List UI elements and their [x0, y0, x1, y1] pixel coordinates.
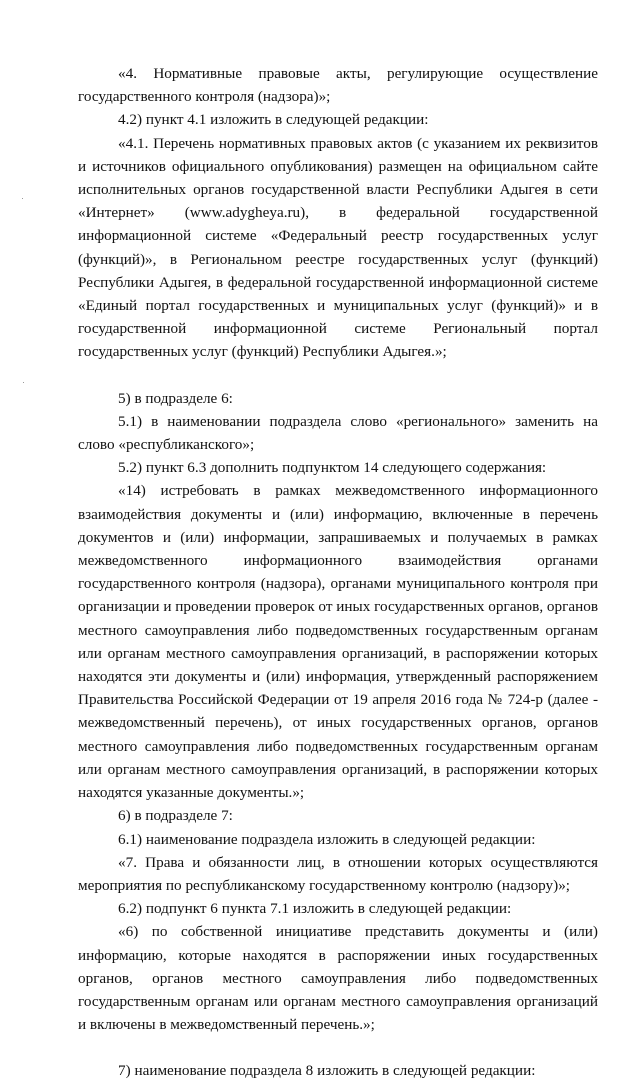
- paragraph: «7. Права и обязанности лиц, в отношении которых осуществляются мероприятия по республиканскому государственному контролю (надзору)»;: [78, 853, 598, 894]
- paragraph: 6.2) подпункт 6 пункта 7.1 изложить в следующей редакции:: [118, 900, 512, 918]
- paragraph-gap: [78, 364, 598, 387]
- scan-dot: [23, 382, 24, 383]
- paragraph: 7) наименование подраздела 8 изложить в следующей редакции:: [118, 1062, 536, 1080]
- paragraph: 6.1) наименование подраздела изложить в следующей редакции:: [118, 830, 536, 848]
- paragraph: «4.1. Перечень нормативных правовых актов (с указанием их реквизитов и источников официального опубликования) размещен на официальном сайте исполнительных органов государственной власти Республики Адыгея в сети «Интернет» (www.adygheya.ru), в федеральной государственной информационной системе «Федеральный реестр государственных услуг (функций)», в Региональном реестре государственных услуг (функций) Республики Адыгея, в федеральной государственной информационной системе «Единый портал государственных и муниципальных услуг (функций)» и в государственной информационной системе Региональный портал государственных услуг (функций) Республики Адыгея.»;: [78, 134, 598, 361]
- paragraph: 5.2) пункт 6.3 дополнить подпунктом 14 следующего содержания:: [118, 459, 547, 477]
- paragraph: 6) в подразделе 7:: [118, 807, 233, 825]
- paragraph-gap: [78, 1036, 598, 1059]
- paragraph: «6) по собственной инициативе представить документы и (или) информацию, которые находятся в распоряжении иных государственных органов, органов местного самоуправления либо подведомственных государственным органам или органам местного самоуправления организаций и включены в межведомственный перечень.»;: [78, 923, 598, 1034]
- document-body: [78, 62, 598, 1083]
- paragraph: 5.1) в наименовании подраздела слово «регионального» заменить на слово «республиканского»;: [78, 412, 598, 454]
- scan-dot: [22, 198, 23, 199]
- paragraph: 5) в подразделе 6:: [118, 389, 233, 407]
- paragraph: «4. Нормативные правовые акты, регулирующие осуществление государственного контроля (надзора)»;: [78, 65, 598, 106]
- paragraph: «14) истребовать в рамках межведомственного информационного взаимодействия документы и (или) информацию, включенные в перечень документов и (или) информации, запрашиваемых и получаемых в рамках межведомственного информационного взаимодействия органами государственного контроля (надзора), органами муниципального контроля при организации и проведении проверок от иных государственных органов, органов местного самоуправления либо подведомственных государственным органам или органам местного самоуправления организаций, в распоряжении которых находятся эти документы и (или) информация, утвержденный распоряжением Правительства Российской Федерации от 19 апреля 2016 года № 724-р (далее - межведомственный перечень), от иных государственных органов, органов местного самоуправления либо подведомственных государственным органам или органам местного самоуправления организаций, в распоряжении которых находятся указанные документы.»;: [78, 482, 598, 802]
- paragraph: 4.2) пункт 4.1 изложить в следующей редакции:: [118, 111, 429, 129]
